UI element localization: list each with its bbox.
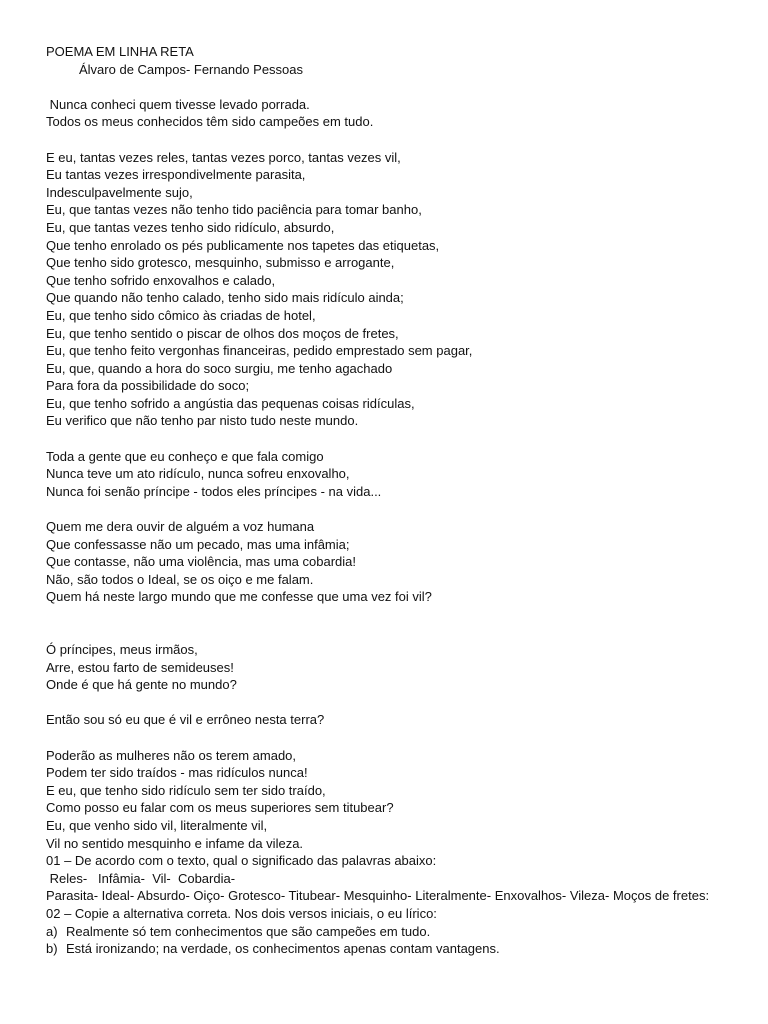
spacer <box>46 606 746 641</box>
verse: Todos os meus conhecidos têm sido campeões em tudo. <box>46 114 374 130</box>
verse: Quem há neste largo mundo que me confesse que uma vez foi vil? <box>46 589 432 605</box>
poem-author: Álvaro de Campos- Fernando Pessoas <box>79 61 304 77</box>
spacer <box>46 131 746 149</box>
stanza-5 <box>46 641 746 694</box>
verse: Eu, que tantas vezes não tenho tido paciência para tomar banho, <box>46 202 422 218</box>
document-page <box>46 43 746 958</box>
verse: Quem me dera ouvir de alguém a voz humana <box>46 519 315 535</box>
verse: Eu tantas vezes irrespondivelmente parasita, <box>46 167 306 183</box>
option-label: b) <box>46 941 58 957</box>
stanza-7 <box>46 747 746 853</box>
verse: E eu, tantas vezes reles, tantas vezes porco, tantas vezes vil, <box>46 149 401 165</box>
verse: Que quando não tenho calado, tenho sido mais ridículo ainda; <box>46 290 404 306</box>
verse: Então sou só eu que é vil e errôneo nesta terra? <box>46 712 325 728</box>
verse: Vil no sentido mesquinho e infame da vileza. <box>46 835 304 851</box>
verse: Podem ter sido traídos - mas ridículos nunca! <box>46 765 308 781</box>
verse: Que contasse, não uma violência, mas uma cobardia! <box>46 554 357 570</box>
stanza-1 <box>46 96 746 131</box>
verse: Eu, que venho sido vil, literalmente vil, <box>46 817 268 833</box>
option-text: Realmente só tem conhecimentos que são campeões em tudo. <box>66 923 431 939</box>
verse: Eu, que tantas vezes tenho sido ridículo, absurdo, <box>46 219 335 235</box>
question-2-option-b <box>46 940 746 958</box>
verse: Eu verifico que não tenho par nisto tudo neste mundo. <box>46 413 359 429</box>
stanza-6 <box>46 711 746 729</box>
stanza-3 <box>46 448 746 501</box>
verse: Que confessasse não um pecado, mas uma infâmia; <box>46 536 350 552</box>
option-label: a) <box>46 923 58 939</box>
verse: Nunca conheci quem tivesse levado porrada. <box>46 96 310 112</box>
question-1: 01 – De acordo com o texto, qual o significado das palavras abaixo: <box>46 853 437 869</box>
verse: Que tenho enrolado os pés publicamente nos tapetes das etiquetas, <box>46 237 440 253</box>
verse: Eu, que tenho sofrido a angústia das pequenas coisas ridículas, <box>46 395 415 411</box>
verse: Eu, que tenho feito vergonhas financeiras, pedido emprestado sem pagar, <box>46 343 473 359</box>
option-text: Está ironizando; na verdade, os conhecimentos apenas contam vantagens. <box>66 941 500 957</box>
spacer <box>46 78 746 96</box>
verse: Como posso eu falar com os meus superiores sem titubear? <box>46 800 394 816</box>
spacer <box>46 729 746 747</box>
question-1-words-continued: Parasita- Ideal- Absurdo- Oiço- Grotesco- Titubear- Mesquinho- Literalmente- Enxovalhos- Vileza- Moços de fretes: <box>46 888 710 904</box>
stanza-2 <box>46 149 746 431</box>
verse: Que tenho sofrido enxovalhos e calado, <box>46 272 276 288</box>
verse: Eu, que tenho sido cômico às criadas de hotel, <box>46 307 316 323</box>
verse: Nunca teve um ato ridículo, nunca sofreu enxovalho, <box>46 466 350 482</box>
verse: Indesculpavelmente sujo, <box>46 184 193 200</box>
verse: Toda a gente que eu conheço e que fala comigo <box>46 448 324 464</box>
spacer <box>46 500 746 518</box>
verse: Arre, estou farto de semideuses! <box>46 659 234 675</box>
spacer <box>46 430 746 448</box>
verse: Não, são todos o Ideal, se os oiço e me falam. <box>46 571 314 587</box>
question-2-option-a <box>46 923 746 941</box>
stanza-4 <box>46 518 746 606</box>
verse: Poderão as mulheres não os terem amado, <box>46 747 297 763</box>
verse: Eu, que, quando a hora do soco surgiu, me tenho agachado <box>46 360 393 376</box>
verse: Eu, que tenho sentido o piscar de olhos dos moços de fretes, <box>46 325 399 341</box>
verse: E eu, que tenho sido ridículo sem ter sido traído, <box>46 782 326 798</box>
spacer <box>46 694 746 712</box>
question-1-words: Reles- Infâmia- Vil- Cobardia- <box>46 870 236 886</box>
verse: Onde é que há gente no mundo? <box>46 677 237 693</box>
verse: Que tenho sido grotesco, mesquinho, submisso e arrogante, <box>46 255 395 271</box>
verse: Ó príncipes, meus irmãos, <box>46 642 198 657</box>
poem-title: POEMA EM LINHA RETA <box>46 44 194 59</box>
verse: Nunca foi senão príncipe - todos eles príncipes - na vida... <box>46 483 382 499</box>
question-2: 02 – Copie a alternativa correta. Nos dois versos iniciais, o eu lírico: <box>46 905 437 921</box>
questions-section <box>46 852 746 958</box>
verse: Para fora da possibilidade do soco; <box>46 378 250 394</box>
